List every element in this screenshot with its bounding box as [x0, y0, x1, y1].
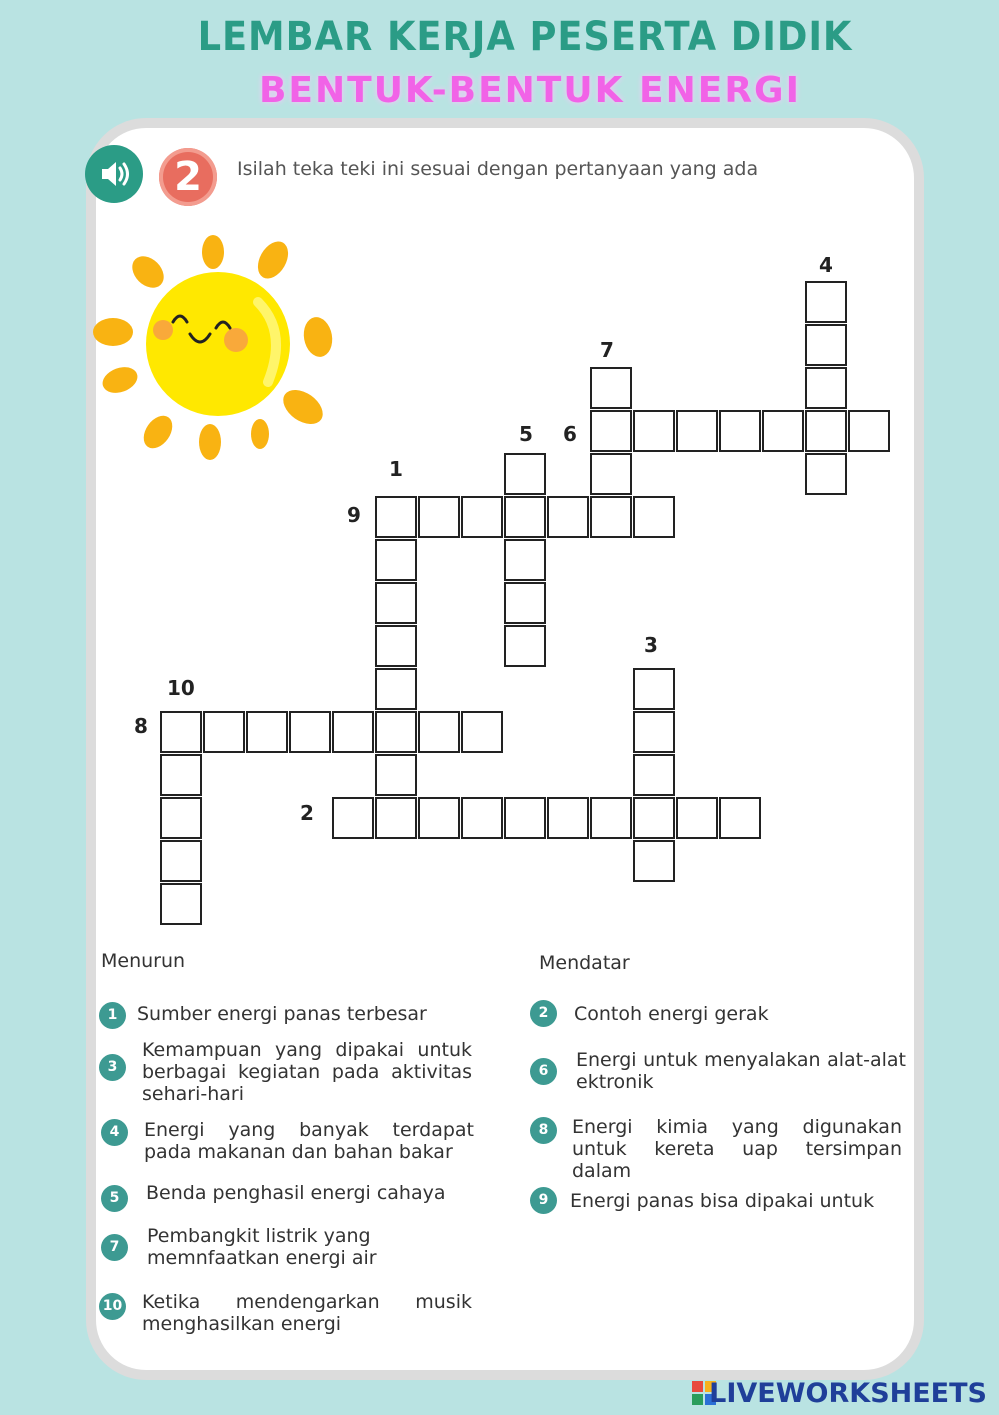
clue-badge-down-1: 1 [99, 1002, 126, 1029]
crossword-cell[interactable] [590, 496, 632, 538]
crossword-cell[interactable] [547, 797, 589, 839]
crossword-cell[interactable] [203, 711, 245, 753]
crossword-cell[interactable] [676, 797, 718, 839]
crossword-cell[interactable] [719, 797, 761, 839]
clue-badge-across-2: 2 [530, 1000, 557, 1027]
crossword-cell[interactable] [418, 711, 460, 753]
crossword-cell[interactable] [246, 711, 288, 753]
crossword-cell[interactable] [418, 496, 460, 538]
clue-badge-across-9: 9 [530, 1187, 557, 1214]
clue-badge-across-6: 6 [530, 1058, 557, 1085]
clue-down-1: Sumber energi panas terbesar [137, 1003, 427, 1025]
crossword-cell[interactable] [805, 410, 847, 452]
clue-across-8: Energi kimia yang digunakan untuk kereta uap tersimpan dalam [572, 1116, 902, 1182]
crossword-cell[interactable] [332, 711, 374, 753]
crossword-cell[interactable] [332, 797, 374, 839]
crossword-cell[interactable] [805, 453, 847, 495]
crossword-number-7: 7 [600, 338, 614, 362]
crossword-cell[interactable] [375, 582, 417, 624]
page-subtitle: BENTUK-BENTUK ENERGI [258, 70, 801, 111]
crossword-cell[interactable] [461, 496, 503, 538]
crossword-cell[interactable] [805, 324, 847, 366]
clue-badge-down-7: 7 [101, 1234, 128, 1261]
clue-down-7: Pembangkit listrik yang memnfaatkan energi air [147, 1225, 377, 1269]
crossword-cell[interactable] [590, 797, 632, 839]
crossword-cell[interactable] [375, 754, 417, 796]
crossword-cell[interactable] [676, 410, 718, 452]
clue-across-2: Contoh energi gerak [574, 1003, 769, 1025]
crossword-cell[interactable] [375, 797, 417, 839]
crossword-number-10: 10 [167, 676, 195, 700]
crossword-number-8: 8 [134, 714, 148, 738]
crossword-number-5: 5 [519, 422, 533, 446]
crossword-cell[interactable] [633, 668, 675, 710]
crossword-cell[interactable] [805, 367, 847, 409]
clue-badge-down-4: 4 [101, 1119, 128, 1146]
crossword-cell[interactable] [418, 797, 460, 839]
crossword-cell[interactable] [762, 410, 804, 452]
crossword-number-1: 1 [389, 457, 403, 481]
crossword-cell[interactable] [633, 711, 675, 753]
speaker-icon[interactable] [85, 145, 143, 203]
crossword-cell[interactable] [504, 453, 546, 495]
crossword-cell[interactable] [375, 539, 417, 581]
crossword-number-2: 2 [300, 801, 314, 825]
crossword-cell[interactable] [633, 410, 675, 452]
across-section-title: Mendatar [539, 952, 630, 974]
brand-logo: LIVEWORKSHEETS [709, 1378, 987, 1409]
crossword-cell[interactable] [375, 625, 417, 667]
sun-illustration [88, 232, 338, 462]
crossword-cell[interactable] [504, 582, 546, 624]
crossword-cell[interactable] [848, 410, 890, 452]
clue-down-3: Kemampuan yang dipakai untuk berbagai kegiatan pada aktivitas sehari-hari [142, 1039, 472, 1105]
page-title: LEMBAR KERJA PESERTA DIDIK [197, 14, 853, 60]
crossword-cell[interactable] [504, 625, 546, 667]
crossword-cell[interactable] [590, 367, 632, 409]
crossword-cell[interactable] [160, 754, 202, 796]
crossword-cell[interactable] [160, 840, 202, 882]
crossword-cell[interactable] [719, 410, 761, 452]
clue-badge-down-10: 10 [99, 1293, 126, 1320]
crossword-number-6: 6 [563, 422, 577, 446]
crossword-cell[interactable] [160, 883, 202, 925]
clue-badge-across-8: 8 [530, 1117, 557, 1144]
clue-across-6: Energi untuk menyalakan alat-alat ektronik [576, 1049, 906, 1093]
clue-badge-down-3: 3 [99, 1054, 126, 1081]
crossword-cell[interactable] [375, 711, 417, 753]
crossword-cell[interactable] [375, 496, 417, 538]
crossword-cell[interactable] [805, 281, 847, 323]
crossword-number-4: 4 [819, 253, 833, 277]
crossword-cell[interactable] [633, 797, 675, 839]
crossword-cell[interactable] [289, 711, 331, 753]
crossword-cell[interactable] [160, 797, 202, 839]
clue-across-9: Energi panas bisa dipakai untuk [570, 1190, 875, 1212]
crossword-cell[interactable] [461, 711, 503, 753]
crossword-cell[interactable] [504, 797, 546, 839]
instruction-text: Isilah teka teki ini sesuai dengan pertanyaan yang ada [237, 158, 759, 180]
crossword-cell[interactable] [160, 711, 202, 753]
crossword-cell[interactable] [547, 496, 589, 538]
down-section-title: Menurun [101, 950, 186, 972]
crossword-cell[interactable] [590, 410, 632, 452]
task-number-badge: 2 [159, 148, 217, 206]
crossword-cell[interactable] [504, 539, 546, 581]
crossword-number-3: 3 [644, 633, 658, 657]
crossword-cell[interactable] [375, 668, 417, 710]
clue-down-4: Energi yang banyak terdapat pada makanan dan bahan bakar [144, 1119, 474, 1163]
crossword-cell[interactable] [633, 754, 675, 796]
crossword-cell[interactable] [633, 496, 675, 538]
crossword-number-9: 9 [347, 503, 361, 527]
crossword-cell[interactable] [590, 453, 632, 495]
crossword-cell[interactable] [504, 496, 546, 538]
crossword-cell[interactable] [633, 840, 675, 882]
crossword-cell[interactable] [461, 797, 503, 839]
clue-badge-down-5: 5 [101, 1185, 128, 1212]
clue-down-5: Benda penghasil energi cahaya [146, 1182, 446, 1204]
clue-down-10: Ketika mendengarkan musik menghasilkan energi [142, 1291, 472, 1335]
